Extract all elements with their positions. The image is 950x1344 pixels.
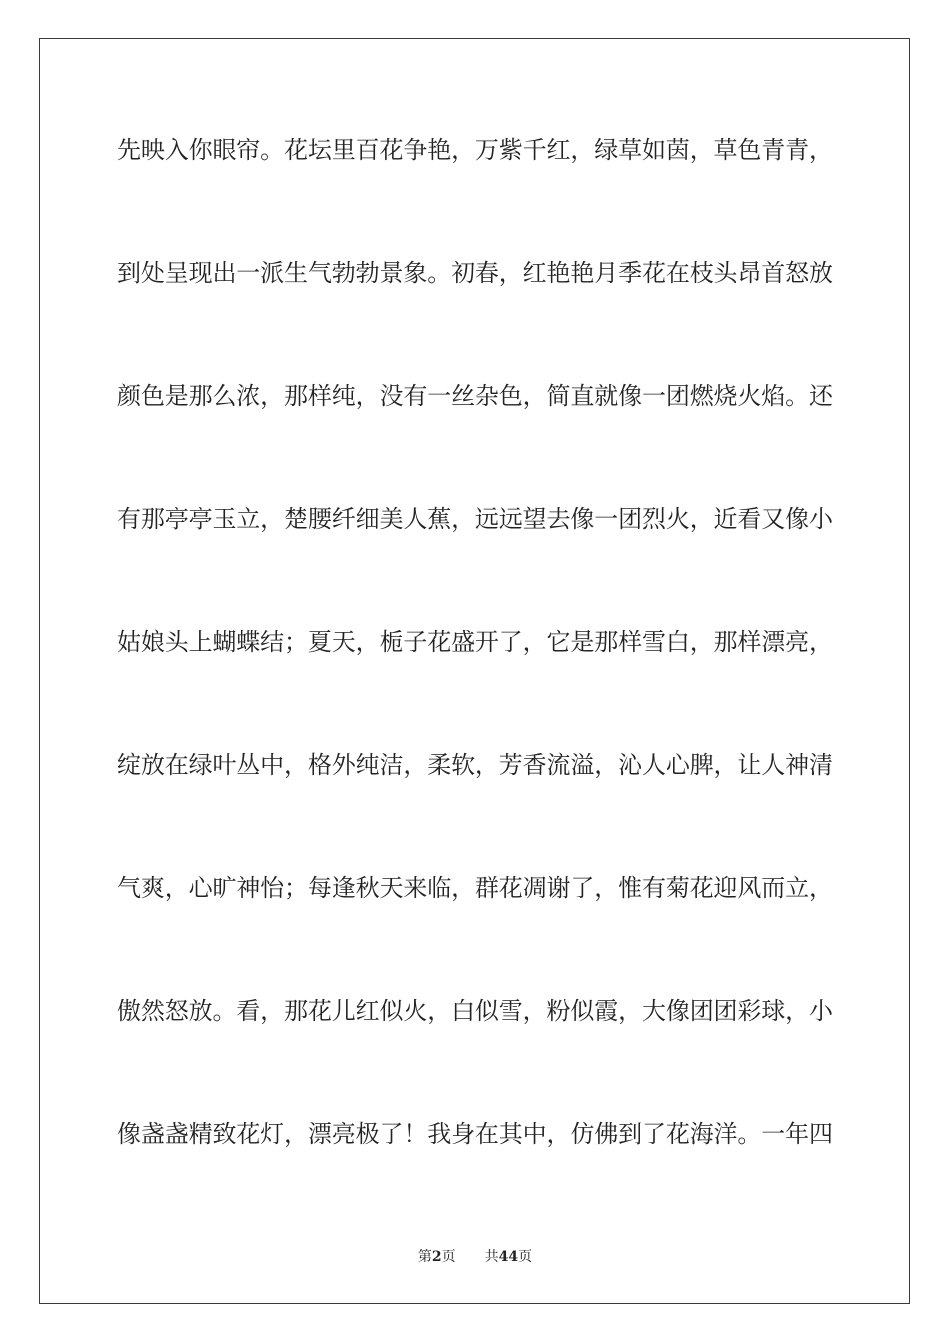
text-line-5: 姑娘头上蝴蝶结；夏天，栀子花盛开了，它是那样雪白，那样漂亮， [117,628,833,656]
text-line-6: 绽放在绿叶丛中，格外纯洁，柔软，芳香流溢，沁人心脾，让人神清 [117,751,833,779]
text-line-8: 傲然怒放。看，那花儿红似火，白似雪，粉似霞，大像团团彩球，小 [117,997,833,1025]
document-body [117,130,837,1237]
text-line-2: 到处呈现出一派生气勃勃景象。初春，红艳艳月季花在枝头昂首怒放 [117,259,833,287]
total-suffix: 页 [518,1249,533,1265]
page-footer [0,1246,950,1266]
text-line-3: 颜色是那么浓，那样纯，没有一丝杂色，简直就像一团燃烧火焰。还 [117,382,833,410]
text-line-4: 有那亭亭玉立，楚腰纤细美人蕉，远远望去像一团烈火，近看又像小 [117,505,833,533]
total-pages: 44 [498,1249,519,1265]
total-pages-label [485,1246,532,1266]
page-number-label [418,1246,456,1266]
text-line-1: 先映入你眼帘。花坛里百花争艳，万紫千红，绿草如茵，草色青青， [117,136,833,164]
page-suffix: 页 [441,1249,456,1265]
page-number: 2 [431,1249,442,1265]
text-line-7: 气爽，心旷神怡；每逢秋天来临，群花凋谢了，惟有菊花迎风而立， [117,874,833,902]
total-prefix: 共 [484,1249,499,1265]
page-prefix: 第 [417,1249,432,1265]
text-line-9: 像盏盏精致花灯，漂亮极了！我身在其中，仿佛到了花海洋。一年四 [117,1120,833,1148]
